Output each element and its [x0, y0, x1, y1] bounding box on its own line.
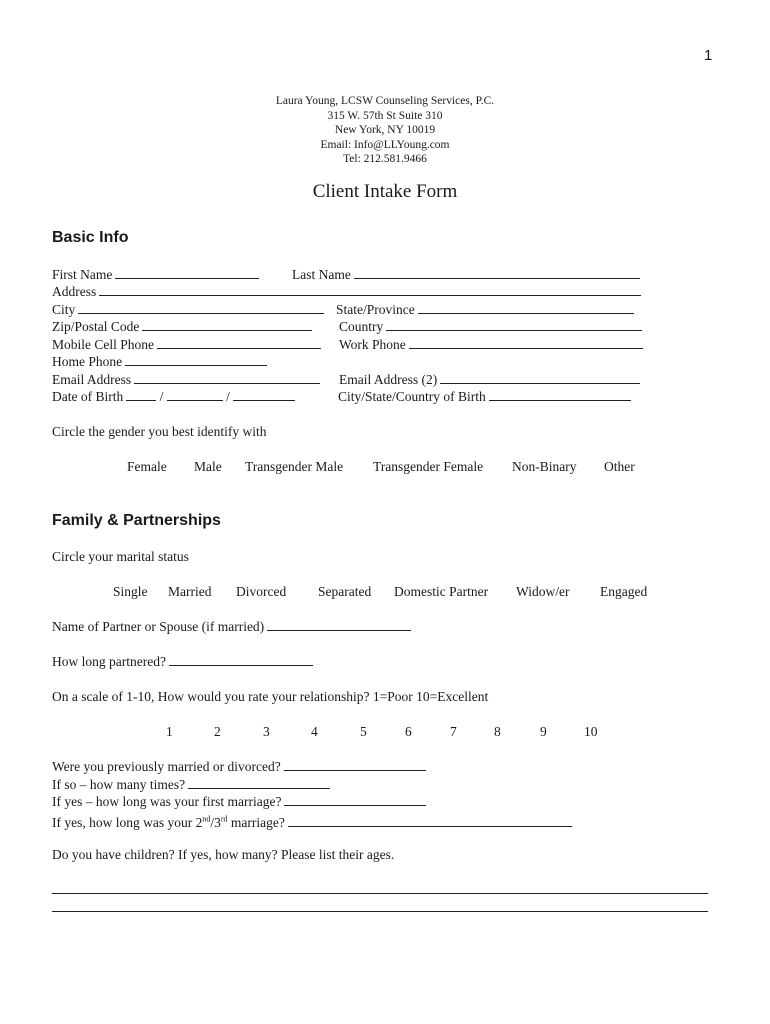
first-marriage-label: If yes – how long was your first marriage? [52, 794, 282, 809]
dob-slash-2: / [226, 389, 230, 404]
city-label: City [52, 301, 76, 317]
first-name-field[interactable] [52, 266, 259, 283]
partner-name-line[interactable] [267, 619, 411, 631]
scale-option-4[interactable]: 4 [311, 723, 318, 739]
how-long-partnered-label: How long partnered? [52, 654, 166, 669]
email2-line[interactable] [440, 372, 640, 384]
email-line[interactable] [134, 372, 320, 384]
marital-option-widow[interactable]: Widow/er [516, 584, 570, 599]
mobile-phone-line[interactable] [157, 337, 321, 349]
times-married-line[interactable] [188, 777, 330, 789]
city-field[interactable] [52, 301, 324, 318]
practice-city: New York, NY 10019 [334, 124, 436, 136]
times-married-field[interactable] [52, 776, 330, 793]
scale-option-5[interactable]: 5 [360, 723, 367, 739]
gender-option-female[interactable]: Female [127, 459, 167, 474]
scale-option-9[interactable]: 9 [540, 723, 547, 739]
scale-option-6[interactable]: 6 [405, 723, 412, 739]
gender-prompt: Circle the gender you best identify with [52, 424, 267, 439]
last-name-line[interactable] [354, 267, 640, 279]
partner-name-field[interactable] [52, 618, 411, 635]
dob-label: Date of Birth [52, 389, 124, 404]
email2-field[interactable] [339, 371, 640, 388]
dob-month-line[interactable] [126, 389, 156, 401]
practice-name: Laura Young, LCSW Counseling Services, P.C. [275, 95, 495, 107]
scale-option-3[interactable]: 3 [263, 723, 270, 739]
basic-info-heading: Basic Info [52, 229, 129, 246]
email-field[interactable] [52, 371, 320, 388]
scale-option-8[interactable]: 8 [494, 723, 501, 739]
page-number: 1 [704, 47, 713, 64]
address-line[interactable] [99, 284, 641, 296]
marital-option-single[interactable]: Single [113, 584, 148, 599]
mobile-phone-field[interactable] [52, 336, 321, 353]
scale-prompt: On a scale of 1-10, How would you rate your relationship? 1=Poor 10=Excellent [52, 689, 489, 704]
later-marriage-suffix: marriage? [227, 815, 285, 830]
address-field[interactable] [52, 283, 641, 300]
home-phone-line[interactable] [125, 354, 267, 366]
prev-married-field[interactable] [52, 758, 426, 775]
practice-email: Email: Info@LLYoung.com [320, 138, 450, 151]
gender-option-non-binary[interactable]: Non-Binary [512, 459, 577, 474]
gender-option-trans-male[interactable]: Transgender Male [245, 459, 344, 474]
gender-option-male[interactable]: Male [194, 459, 222, 474]
last-name-field[interactable] [292, 266, 640, 283]
first-marriage-line[interactable] [284, 794, 426, 806]
state-field[interactable] [336, 301, 634, 318]
email2-label: Email Address (2) [339, 371, 438, 387]
scale-option-10[interactable]: 10 [584, 723, 598, 739]
country-line[interactable] [386, 319, 642, 331]
zip-line[interactable] [142, 319, 312, 331]
address-label: Address [52, 284, 97, 299]
partner-name-label: Name of Partner or Spouse (if married) [52, 619, 265, 634]
later-marriage-field[interactable] [52, 811, 572, 832]
country-label: Country [339, 319, 384, 334]
state-label: State/Province [336, 301, 415, 317]
work-phone-field[interactable] [339, 336, 643, 353]
family-heading: Family & Partnerships [52, 512, 221, 529]
marital-option-separated[interactable]: Separated [318, 584, 372, 599]
first-name-line[interactable] [115, 267, 259, 279]
work-phone-line[interactable] [409, 337, 643, 349]
practice-phone: Tel: 212.581.9466 [343, 153, 427, 165]
later-marriage-prefix: If yes, how long was your 2 [52, 815, 203, 830]
scale-option-1[interactable]: 1 [166, 723, 173, 739]
marital-option-engaged[interactable]: Engaged [600, 584, 648, 599]
later-marriage-label [52, 815, 285, 830]
scale-option-2[interactable]: 2 [214, 723, 221, 739]
dob-slash-1: / [159, 389, 164, 404]
how-long-partnered-line[interactable] [169, 654, 313, 666]
birthplace-field[interactable] [338, 388, 631, 405]
country-field[interactable] [339, 318, 642, 335]
work-phone-label: Work Phone [339, 336, 406, 352]
gender-option-trans-female[interactable]: Transgender Female [373, 459, 484, 474]
children-answer-line-1[interactable] [52, 893, 708, 894]
later-marriage-line[interactable] [288, 815, 572, 827]
state-line[interactable] [418, 302, 634, 314]
last-name-label: Last Name [292, 267, 351, 282]
dob-year-line[interactable] [233, 389, 295, 401]
marital-prompt: Circle your marital status [52, 549, 189, 564]
zip-field[interactable] [52, 318, 312, 335]
dob-field[interactable] [52, 388, 295, 405]
practice-street: 315 W. 57th St Suite 310 [327, 109, 443, 122]
birthplace-line[interactable] [489, 389, 631, 401]
times-married-label: If so – how many times? [52, 776, 186, 792]
email-label: Email Address [52, 371, 132, 387]
superscript-rd: rd [220, 814, 228, 824]
city-line[interactable] [78, 302, 324, 314]
children-prompt: Do you have children? If yes, how many? Please list their ages. [52, 847, 395, 862]
marital-option-married[interactable]: Married [168, 584, 212, 599]
form-title: Client Intake Form [312, 181, 458, 202]
birthplace-label: City/State/Country of Birth [338, 389, 486, 404]
marital-option-divorced[interactable]: Divorced [236, 584, 287, 599]
marital-option-domestic-partner[interactable]: Domestic Partner [394, 584, 489, 599]
first-name-label: First Name [52, 267, 113, 282]
home-phone-field[interactable] [52, 353, 267, 370]
superscript-nd: nd [202, 814, 211, 824]
zip-label: Zip/Postal Code [52, 319, 140, 334]
dob-day-line[interactable] [167, 389, 223, 401]
prev-married-label: Were you previously married or divorced? [52, 759, 281, 774]
later-marriage-sep: /3 [210, 815, 221, 830]
scale-option-7[interactable]: 7 [450, 723, 457, 739]
mobile-phone-label: Mobile Cell Phone [52, 336, 154, 352]
children-answer-line-2[interactable] [52, 911, 708, 912]
gender-option-other[interactable]: Other [604, 459, 635, 474]
home-phone-label: Home Phone [52, 354, 123, 369]
first-marriage-field[interactable] [52, 793, 426, 810]
how-long-partnered-field[interactable] [52, 653, 313, 670]
prev-married-line[interactable] [284, 759, 426, 771]
